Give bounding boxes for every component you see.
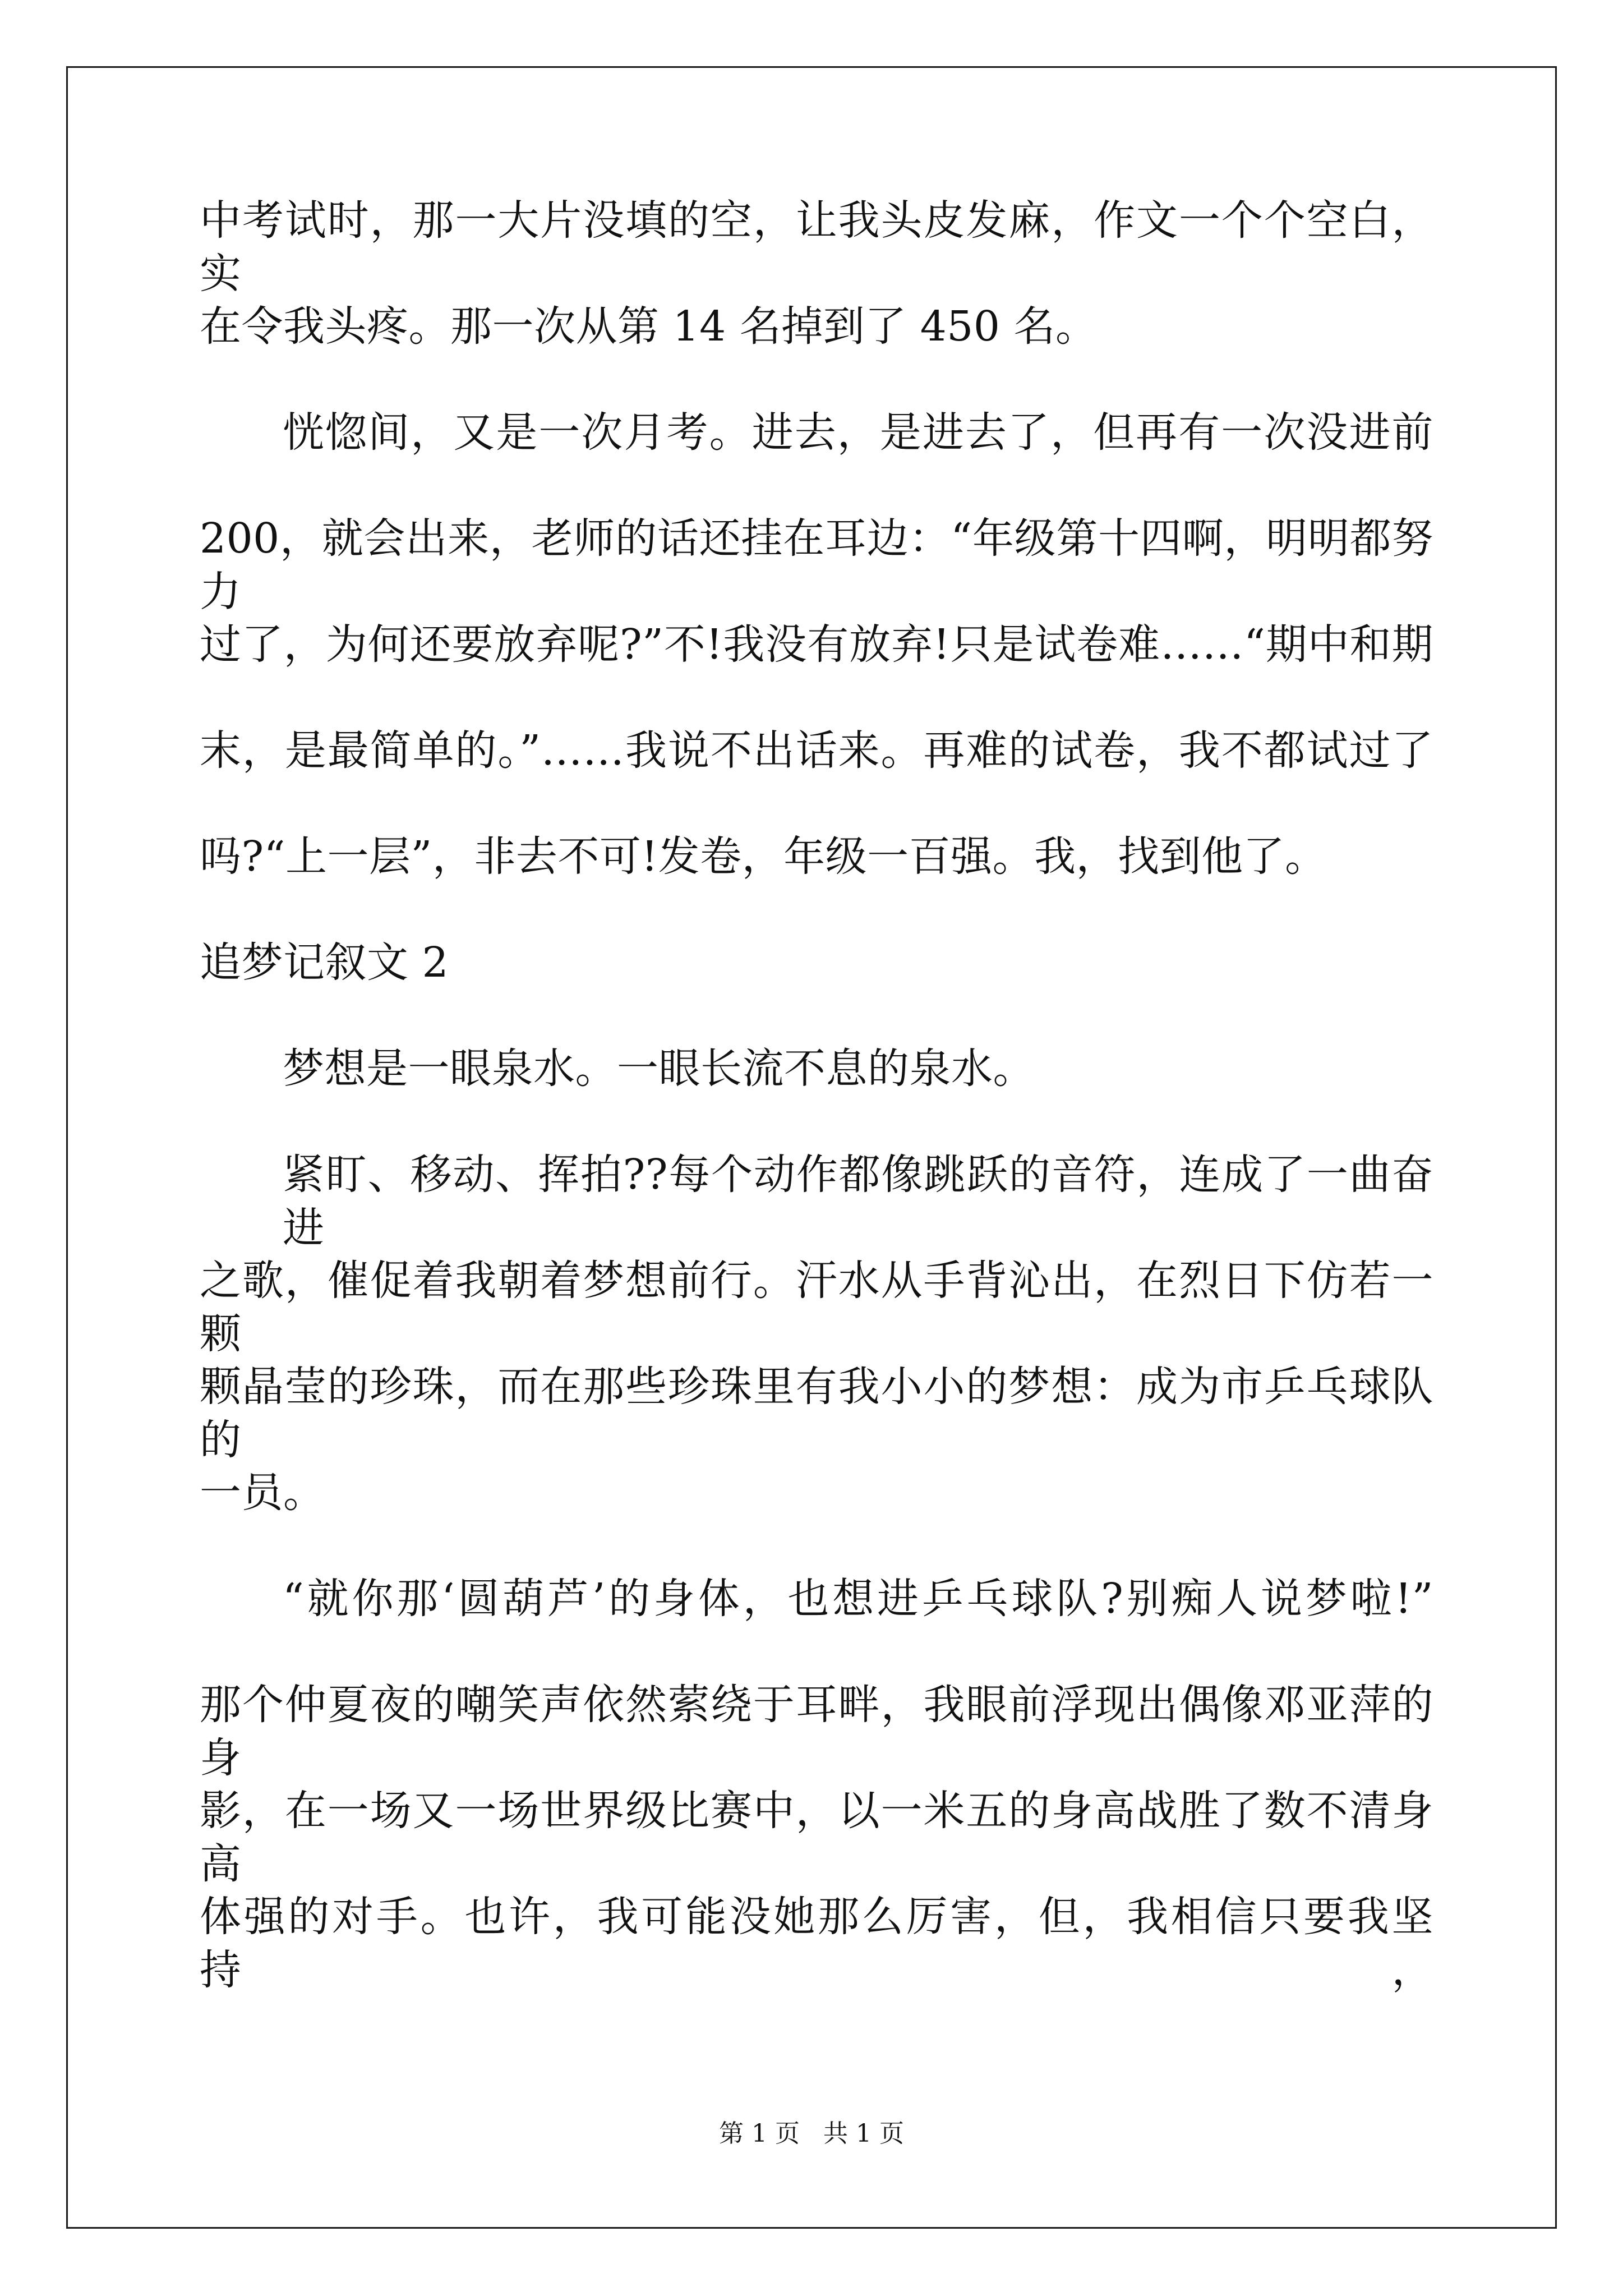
text-line: 末，是最简单的。”……我说不出话来。再难的试卷，我不都试过了 — [200, 726, 1433, 775]
text-line: “就你那‘圆葫芦’的身体，也想进乒乓球队?别痴人说梦啦!” — [283, 1575, 1433, 1623]
text-line: 200，就会出来，老师的话还挂在耳边：“年级第十四啊，明明都努力 — [200, 514, 1433, 616]
text-line: 体强的对手。也许，我可能没她那么厉害，但，我相信只要我坚持， — [200, 1893, 1433, 1994]
section-heading: 追梦记叙文 2 — [200, 938, 449, 987]
text-line: 恍惚间，又是一次月考。进去，是进去了，但再有一次没进前 — [283, 408, 1433, 457]
document-body — [200, 194, 1433, 1996]
text-line: 过了，为何还要放弃呢?”不!我没有放弃!只是试卷难……“期中和期 — [200, 620, 1433, 669]
text-line: 一员。 — [200, 1469, 325, 1517]
text-line: 之歌，催促着我朝着梦想前行。汗水从手背沁出，在烈日下仿若一颗 — [200, 1257, 1433, 1358]
text-line: 影，在一场又一场世界级比赛中，以一米五的身高战胜了数不清身高 — [200, 1787, 1433, 1888]
text-line: 在令我头疼。那一次从第 14 名掉到了 450 名。 — [200, 302, 1098, 351]
text-line: 梦想是一眼泉水。一眼长流不息的泉水。 — [283, 1045, 1035, 1093]
text-line: 吗?“上一层”，非去不可!发卷，年级一百强。我，找到他了。 — [200, 832, 1327, 881]
page-number-footer: 第 1 页 共 1 页 — [719, 2119, 904, 2148]
text-line: 紧盯、移动、挥拍??每个动作都像跳跃的音符，连成了一曲奋进 — [283, 1151, 1433, 1252]
text-line: 中考试时，那一大片没填的空，让我头皮发麻，作文一个个空白，实 — [200, 196, 1433, 298]
text-line: 颗晶莹的珍珠，而在那些珍珠里有我小小的梦想：成为市乒乓球队的 — [200, 1363, 1433, 1464]
text-line: 那个仲夏夜的嘲笑声依然萦绕于耳畔，我眼前浮现出偶像邓亚萍的身 — [200, 1681, 1433, 1782]
